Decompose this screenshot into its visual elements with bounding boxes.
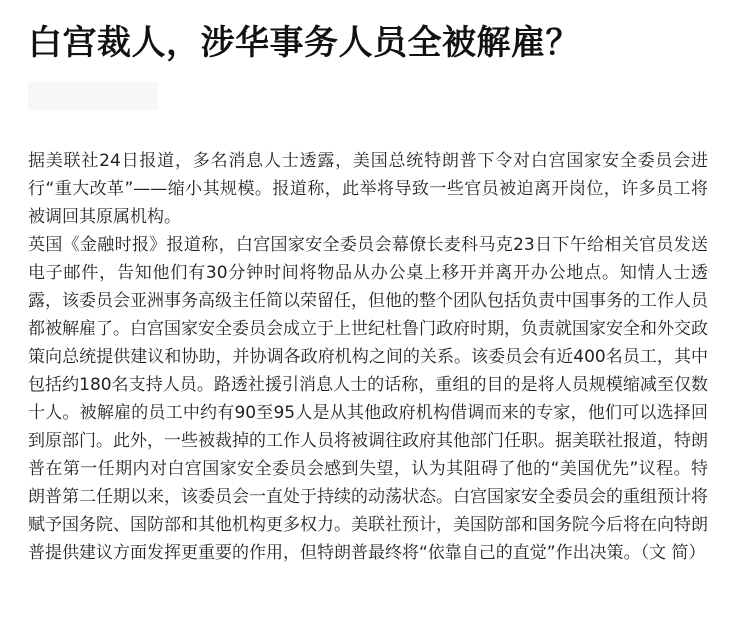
article-headline: 白宫裁人，涉华事务人员全被解雇？ xyxy=(28,23,580,63)
byline-placeholder xyxy=(28,82,158,110)
article-body xyxy=(28,147,708,567)
article-paragraph-1: 据美联社24日报道，多名消息人士透露，美国总统特朗普下令对白宫国家安全委员会进行“重大改革”——缩小其规模。报道称，此举将导致一些官员被迫离开岗位，许多员工将被调回其原属机构。 xyxy=(28,151,708,227)
article-paragraph-2: 英国《金融时报》报道称，白宫国家安全委员会幕僚长麦科马克23日下午给相关官员发送电子邮件，告知他们有30分钟时间将物品从办公桌上移开并离开办公地点。知情人士透露，该委员会亚洲事务高级主任简以荣留任，但他的整个团队包括负责中国事务的工作人员都被解雇了。白宫国家安全委员会成立于上世纪杜鲁门政府时期，负责就国家安全和外交政策向总统提供建议和协助，并协调各政府机构之间的关系。该委员会有近400名员工，其中包括约180名支持人员。路透社援引消息人士的话称，重组的目的是将人员规模缩减至仅数十人。被解雇的员工中约有90至95人是从其他政府机构借调而来的专家，他们可以选择回到原部门。此外，一些被裁掉的工作人员将被调往政府其他部门任职。据美联社报道，特朗普在第一任期内对白宫国家安全委员会感到失望，认为其阻碍了他的“美国优先”议程。特朗普第二任期以来，该委员会一直处于持续的动荡状态。白宫国家安全委员会的重组预计将赋予国务院、国防部和其他机构更多权力。美联社预计，美国防部和国务院今后将在向特朗普提供建议方面发挥更重要的作用，但特朗普最终将“依靠自己的直觉”作出决策。（文 简） xyxy=(28,235,708,563)
